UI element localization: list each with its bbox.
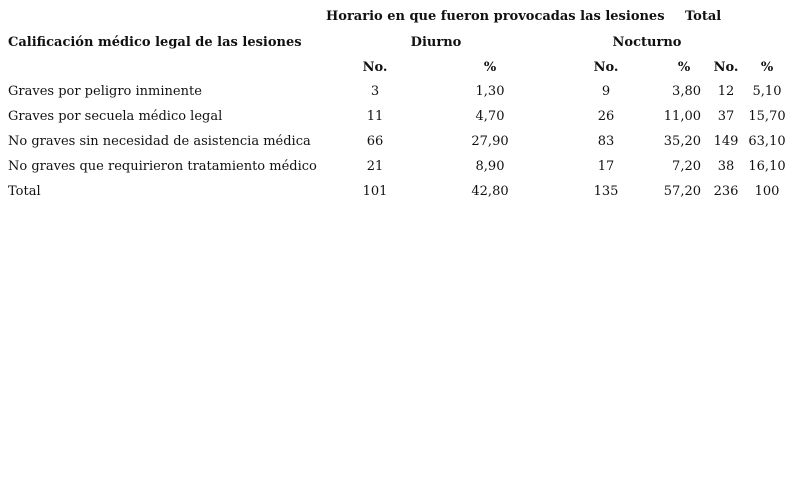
row-header: Calificación médico legal de las lesiones [8,35,302,50]
cell-total-no: 38 [717,159,735,174]
cell-diurno-no: 21 [366,159,384,174]
diurno-header: Diurno [410,35,462,50]
cell-total-pct: 5,10 [752,84,782,99]
cell-diurno-pct: 27,90 [471,134,509,149]
cell-nocturno-pct: 57,20 [663,184,701,199]
cell-total-pct: 16,10 [748,159,786,174]
cell-nocturno-pct: 3,80 [672,84,701,99]
col-header-diurno-pct: % [483,60,497,75]
cell-nocturno-pct: 7,20 [672,159,701,174]
total-header: Total [685,9,722,24]
cell-total-no: 149 [713,134,739,149]
col-header-nocturno-pct: % [677,60,691,75]
cell-total-no: 12 [717,84,735,99]
group-header: Horario en que fueron provocadas las lesiones [326,9,665,24]
cell-diurno-no: 101 [362,184,388,199]
col-header-nocturno-no: No. [593,60,619,75]
cell-diurno-pct: 42,80 [471,184,509,199]
col-header-total-no: No. [713,60,739,75]
cell-diurno-no: 66 [366,134,384,149]
row-label: Total [8,184,41,199]
cell-diurno-pct: 1,30 [475,84,505,99]
cell-diurno-pct: 4,70 [475,109,505,124]
cell-diurno-no: 11 [366,109,384,124]
cell-nocturno-no: 9 [601,84,611,99]
row-label: No graves que requirieron tratamiento médico [8,159,317,174]
row-label: Graves por secuela médico legal [8,109,223,124]
cell-total-pct: 100 [754,184,780,199]
col-header-diurno-no: No. [362,60,388,75]
cell-total-pct: 15,70 [748,109,786,124]
cell-nocturno-no: 26 [597,109,615,124]
col-header-total-pct: % [760,60,774,75]
cell-total-no: 37 [717,109,735,124]
cell-total-pct: 63,10 [748,134,786,149]
cell-nocturno-no: 17 [597,159,615,174]
nocturno-header: Nocturno [612,35,682,50]
cell-diurno-no: 3 [370,84,380,99]
cell-nocturno-pct: 11,00 [663,109,701,124]
cell-total-no: 236 [713,184,739,199]
row-label: No graves sin necesidad de asistencia médica [8,134,311,149]
cell-nocturno-no: 83 [597,134,615,149]
cell-diurno-pct: 8,90 [475,159,505,174]
cell-nocturno-no: 135 [593,184,619,199]
row-label: Graves por peligro inminente [8,84,202,99]
cell-nocturno-pct: 35,20 [663,134,701,149]
